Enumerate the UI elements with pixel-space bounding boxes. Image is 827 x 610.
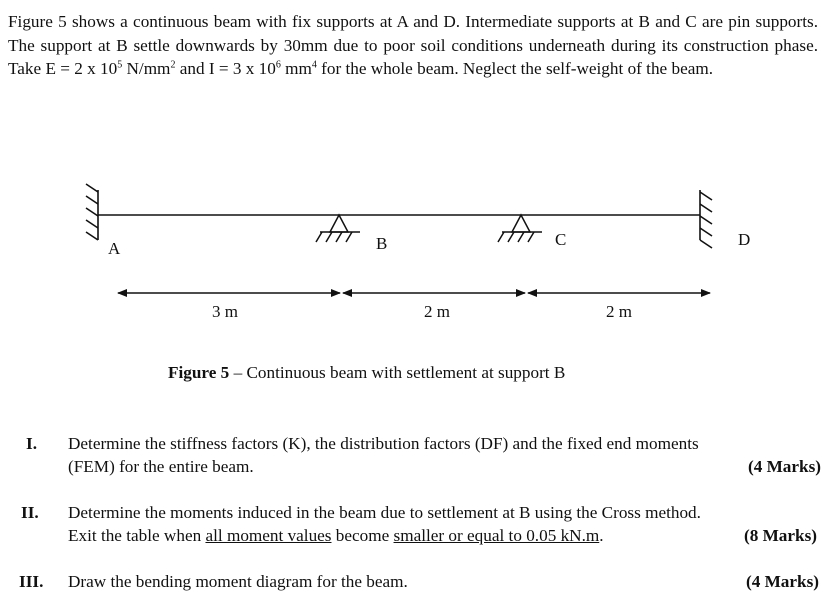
- question-number: I.: [26, 434, 37, 453]
- question-text-line1: Draw the bending moment diagram for the beam.: [68, 572, 408, 591]
- e-exponent: 5: [117, 59, 123, 71]
- label-a: A: [108, 239, 121, 258]
- label-b: B: [376, 234, 388, 253]
- span-ab-length: 3 m: [212, 302, 238, 321]
- question-text-line2: Exit the table when all moment values become smaller or equal to 0.05 kN.m.: [68, 526, 604, 545]
- beam-figure: [0, 170, 827, 360]
- statement-text-4: mm: [280, 59, 312, 78]
- statement-text-5: for the whole beam. Neglect the self-weight of the beam.: [316, 59, 713, 78]
- caption-label: Figure 5: [168, 363, 230, 382]
- question-number: III.: [19, 572, 44, 591]
- caption-text: – Continuous beam with settlement at support B: [229, 363, 566, 382]
- label-c: C: [555, 230, 567, 249]
- question-text-line1: Determine the moments induced in the beam due to settlement at B using the Cross method.: [68, 503, 701, 522]
- underlined-phrase-2: smaller or equal to 0.05 kN.m: [393, 526, 600, 545]
- marks-label: (8 Marks): [743, 526, 817, 545]
- problem-statement: [8, 10, 818, 81]
- question-text-line2: (FEM) for the entire beam.: [68, 457, 254, 476]
- statement-text-3: and I = 3 x 10: [175, 59, 276, 78]
- fixed-support-a: [86, 184, 98, 240]
- mm4-exponent: 4: [311, 59, 317, 71]
- span-bc-length: 2 m: [424, 302, 450, 321]
- mm2-exponent: 2: [170, 59, 176, 71]
- fixed-support-d: [700, 190, 712, 248]
- pin-support-c: [498, 215, 542, 242]
- question-text-line1: Determine the stiffness factors (K), the distribution factors (DF) and the fixed end moments: [68, 434, 699, 453]
- i-exponent: 6: [275, 59, 281, 71]
- pin-support-b: [316, 215, 360, 242]
- label-d: D: [738, 230, 751, 249]
- span-cd-length: 2 m: [606, 302, 632, 321]
- figure-caption: [168, 363, 565, 383]
- statement-text-1: Figure 5 shows a continuous beam with fix supports at A and D. Intermediate supports at B and C are pin supports. The support at B settle downwards by 30mm due to poor soil conditions underneath during its construction phase. Take E = 2 x 10: [8, 12, 818, 78]
- underlined-phrase-1: all moment values: [205, 526, 332, 545]
- statement-text-2: N/mm: [122, 59, 171, 78]
- question-number: II.: [21, 503, 39, 522]
- marks-label: (4 Marks): [747, 457, 821, 476]
- marks-label: (4 Marks): [745, 572, 819, 591]
